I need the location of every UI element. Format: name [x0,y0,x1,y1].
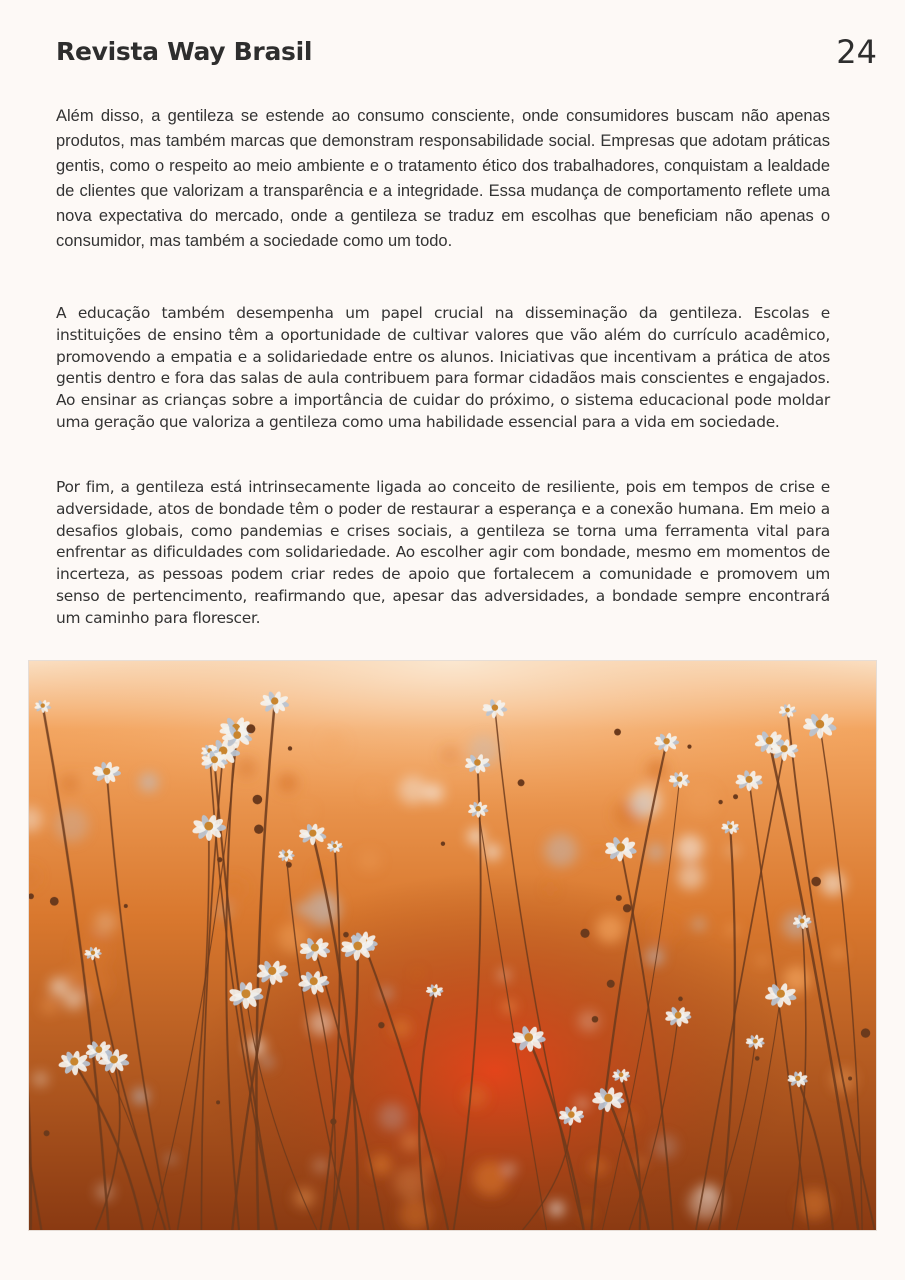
flower-center [91,950,95,954]
flower-center [353,942,362,951]
bokeh-spot [60,774,80,794]
flower-bud [44,1130,50,1136]
bokeh-spot [596,915,625,943]
bokeh-spot [313,1158,328,1173]
bokeh-spot [647,759,668,780]
bokeh-spot [783,966,810,993]
flower-center [619,1072,624,1077]
flower-bud [253,795,263,805]
bokeh-spot [322,732,346,756]
bokeh-spot [401,1132,421,1152]
flower-center [753,1039,758,1044]
bokeh-spot [413,970,421,978]
bokeh-spot [647,844,664,861]
paragraph-educacao: A educação também desempenha um papel crucial na disseminação da gentileza. Escolas e instituições de ensino têm a oportunidade de cultivar valores que vão além do currículo acadêmico, promovendo a empatia e a solidariedade entre os alunos. Iniciativas que incentivam a prática de atos gentis dentro e fora das salas de aula contribuem para formar cidadãos mais conscientes e engajados. Ao ensinar as crianças sobre a importância de cuidar do próximo, o sistema educacional pode moldar uma geração que valoriza a gentileza como uma habilidade essencial para a vida em sociedade. [56,304,830,431]
bokeh-spot [54,808,88,842]
flower-center [432,988,437,993]
flower-center [816,720,825,729]
flower-center [663,738,669,744]
flower-center [492,704,498,710]
flower-center [728,824,733,829]
bokeh-spot [650,913,680,943]
flower-center [110,1056,118,1064]
paragraph-resiliencia: Por fim, a gentileza está intrinsecamente ligada ao conceito de resiliente, pois em tempos de crise e adversidade, atos de bondade têm o poder de restaurar a esperança e a conexão humana. Em meio a desafios globais, como pandemias e crises sociais, a gentileza se torna uma ferramenta vital para enfrentar as dificuldades com solidariedade. Ao escolher agir com bondade, mesmo em momentos de incerteza, as pessoas podem criar redes de apoio que fortalecem a comunidade e promovem um senso de pertencimento, reafirmando que, apesar das adversidades, a bondade sempre encontrará um caminho para florescer. [56,478,830,627]
flower-center [800,918,805,923]
flower-center [785,708,790,713]
flower-bud [288,746,292,750]
bokeh-spot [365,784,379,798]
flower-bud [124,904,128,908]
flower-center [524,1033,533,1042]
bokeh-spot [832,947,845,960]
bokeh-spot [798,1188,830,1220]
flower-center [568,1111,575,1118]
flower-center [311,944,319,952]
bokeh-spot [726,923,739,936]
flower-center [204,822,213,831]
flower-bud [687,745,691,749]
bokeh-spot [440,744,460,764]
flower-bud [441,841,445,845]
flower-bud [616,895,622,901]
bokeh-spot [278,773,298,793]
flower-bud [330,1118,336,1124]
magazine-title: Revista Way Brasil [56,37,313,66]
flower-center [41,703,45,707]
bokeh-spot [549,1201,564,1216]
flower-bud [607,980,615,988]
flower-center [474,759,481,766]
bokeh-spot [473,1160,509,1196]
flower-center [310,977,318,985]
flower-center [675,1012,682,1019]
page-number: 24 [836,33,877,71]
bokeh-spot [378,1103,406,1131]
bokeh-spot [464,1085,487,1108]
wildflower-photo [28,660,877,1231]
bokeh-spot [260,1056,273,1069]
flower-bud [343,932,349,938]
bokeh-spot [294,1188,314,1208]
flower-bud [246,724,255,733]
flower-center [746,776,753,783]
flower-center [309,830,316,837]
flower-center [241,989,250,998]
bokeh-spot [305,891,340,926]
flower-bud [733,794,738,799]
flower-center [604,1094,612,1102]
flower-bud [592,1016,599,1023]
bokeh-spot [692,918,705,931]
flower-bud [286,862,292,868]
flower-bud [755,1056,760,1061]
bokeh-spot [140,773,159,792]
flower-bud [861,1028,870,1037]
bokeh-spot [33,1072,48,1087]
bokeh-spot [65,969,81,985]
bokeh-spot [544,834,577,867]
bokeh-spot [505,1163,515,1173]
flower-bud [614,729,621,736]
bokeh-spot [41,998,58,1015]
flower-bud [623,904,631,912]
flower-bud [580,929,589,938]
flower-center [677,776,683,782]
flower-center [271,697,278,704]
flower-center [766,737,774,745]
flower-center [233,731,241,739]
flower-center [795,1076,800,1081]
bokeh-spot [676,835,703,862]
flower-center [284,852,288,856]
bokeh-spot [646,948,663,965]
flower-center [333,844,337,848]
flower-bud [254,825,263,834]
flower-bud [811,877,821,887]
wildflower-photo-illustration [29,661,876,1230]
bokeh-spot [576,1098,588,1110]
bokeh-spot [63,989,84,1010]
flower-bud [216,1100,220,1104]
bokeh-spot [80,774,93,787]
bokeh-spot [545,884,555,894]
bokeh-spot [684,784,717,817]
paragraph-consumo-consciente: Além disso, a gentileza se estende ao consumo consciente, onde consumidores buscam não apenas produtos, mas também marcas que demonstram responsabilidade social. Empresas que adotam práticas gentis, como o respeito ao meio ambiente e o tratamento ético dos trabalhadores, conquistam a lealdade de clientes que valorizam a transparência e a integridade. Essa mudança de comportamento reflete uma nova expectativa do mercado, onde a gentileza se traduz em escolhas que beneficiam não apenas o consumidor, mas também a sociedade como um todo. [56,107,830,250]
bokeh-spot [757,955,768,966]
flower-bud [718,800,722,804]
bokeh-spot [484,843,501,860]
flower-bud [678,997,683,1002]
bokeh-spot [94,911,117,934]
flower-center [95,1046,102,1053]
flower-center [211,756,218,763]
flower-center [70,1057,78,1065]
bokeh-spot [358,850,380,872]
flower-bud [848,1076,852,1080]
flower-center [475,806,480,811]
bokeh-spot [592,847,604,859]
bokeh-spot [399,776,428,805]
flower-center [268,967,276,975]
flower-center [103,768,110,775]
flower-center [781,745,788,752]
flower-center [777,990,785,998]
bokeh-spot [302,805,313,816]
flower-bud [217,857,222,862]
flower-center [617,843,625,851]
flower-bud [50,897,59,906]
flower-bud [518,779,525,786]
bokeh-spot [236,757,258,779]
flower-bud [378,1022,384,1028]
